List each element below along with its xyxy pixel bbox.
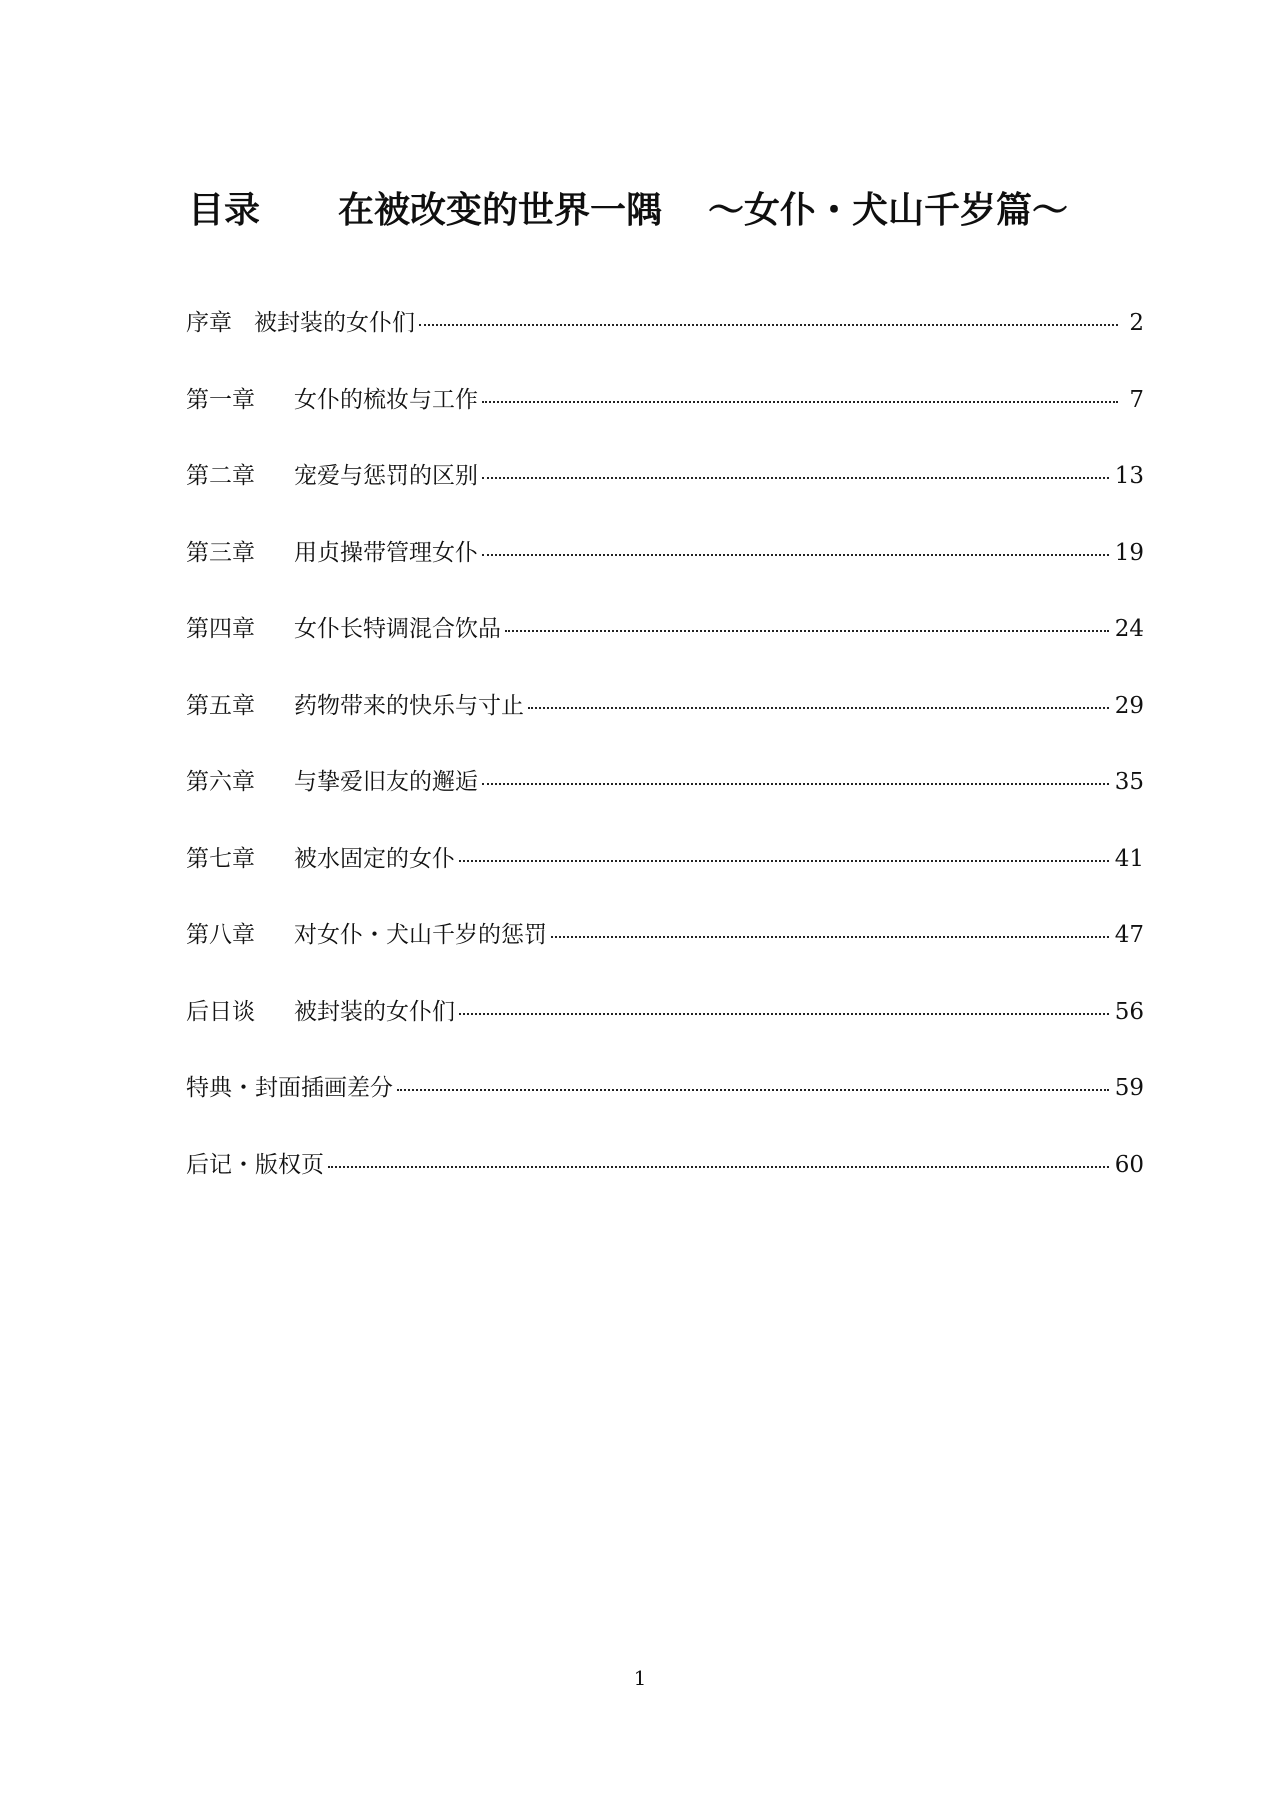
toc-page-number: 24 [1114, 616, 1144, 642]
toc-entry-title: 宠爱与惩罚的区别 [294, 463, 478, 489]
toc-chapter-label: 第三章 [186, 539, 255, 566]
toc-entry-title: 用贞操带管理女仆 [294, 539, 478, 566]
toc-entry-title: 对女仆・犬山千岁的惩罚 [294, 922, 547, 948]
toc-page-number: 19 [1114, 539, 1144, 566]
toc-entry[interactable] [186, 910, 1144, 987]
toc-page-number: 47 [1114, 922, 1144, 948]
toc-entry-title: 药物带来的快乐与寸止 [294, 692, 524, 719]
toc-entry[interactable] [186, 757, 1144, 834]
toc-chapter-label: 第一章 [186, 386, 255, 413]
toc-page-number: 59 [1114, 1075, 1144, 1101]
toc-dot-leader [459, 860, 1109, 862]
toc-chapter-label: 第四章 [186, 616, 255, 642]
book-subtitle: ～女仆・犬山千岁篇～ [708, 189, 1069, 231]
toc-chapter-label: 第五章 [186, 692, 255, 719]
toc-page-number: 13 [1114, 463, 1144, 489]
toc-dot-leader [551, 936, 1109, 938]
toc-chapter-label: 序章 [186, 310, 232, 336]
toc-chapter-label: 第二章 [186, 463, 255, 489]
toc-dot-leader [482, 401, 1118, 403]
title-label: 目录 [188, 189, 261, 231]
toc-entry[interactable] [186, 451, 1144, 528]
toc-dot-leader [482, 554, 1109, 556]
toc-entry-title: 后记・版权页 [186, 1151, 324, 1178]
toc-entry-title: 特典・封面插画差分 [186, 1075, 393, 1101]
toc-entry[interactable] [186, 1063, 1144, 1140]
book-title: 在被改变的世界一隅 [338, 189, 663, 231]
toc-entry[interactable] [186, 987, 1144, 1064]
toc-entry-title: 被封装的女仆们 [254, 310, 415, 336]
toc-page-number: 29 [1114, 692, 1144, 719]
toc-entry-title: 被封装的女仆们 [294, 998, 455, 1025]
toc-entry-title: 与挚爱旧友的邂逅 [294, 769, 478, 795]
toc-page-number: 35 [1114, 769, 1144, 795]
toc-dot-leader [328, 1166, 1109, 1168]
page-title [188, 180, 1148, 240]
toc-entry[interactable] [186, 528, 1144, 605]
toc-dot-leader [505, 630, 1109, 632]
toc-entry[interactable] [186, 834, 1144, 911]
toc-entry[interactable] [186, 604, 1144, 681]
toc-chapter-label: 第七章 [186, 845, 255, 872]
table-of-contents [186, 298, 1144, 1216]
page-number: 1 [633, 1666, 647, 1690]
toc-dot-leader [528, 707, 1109, 709]
toc-entry[interactable] [186, 298, 1144, 375]
toc-dot-leader [459, 1013, 1109, 1015]
toc-page-number: 7 [1129, 386, 1144, 413]
toc-page-number: 60 [1114, 1151, 1144, 1178]
toc-entry-title: 女仆长特调混合饮品 [294, 616, 501, 642]
toc-entry[interactable] [186, 375, 1144, 452]
toc-dot-leader [419, 324, 1118, 326]
toc-page-number: 2 [1129, 310, 1144, 336]
toc-dot-leader [482, 477, 1109, 479]
toc-dot-leader [482, 783, 1109, 785]
toc-chapter-label: 后日谈 [186, 998, 255, 1025]
toc-dot-leader [397, 1089, 1109, 1091]
toc-entry[interactable] [186, 681, 1144, 758]
toc-chapter-label: 第八章 [186, 922, 255, 948]
toc-chapter-label: 第六章 [186, 769, 255, 795]
toc-entry[interactable] [186, 1140, 1144, 1217]
toc-entry-title: 被水固定的女仆 [294, 845, 455, 872]
toc-entry-title: 女仆的梳妆与工作 [294, 386, 478, 413]
toc-page-number: 41 [1114, 845, 1144, 872]
toc-page-number: 56 [1114, 998, 1144, 1025]
